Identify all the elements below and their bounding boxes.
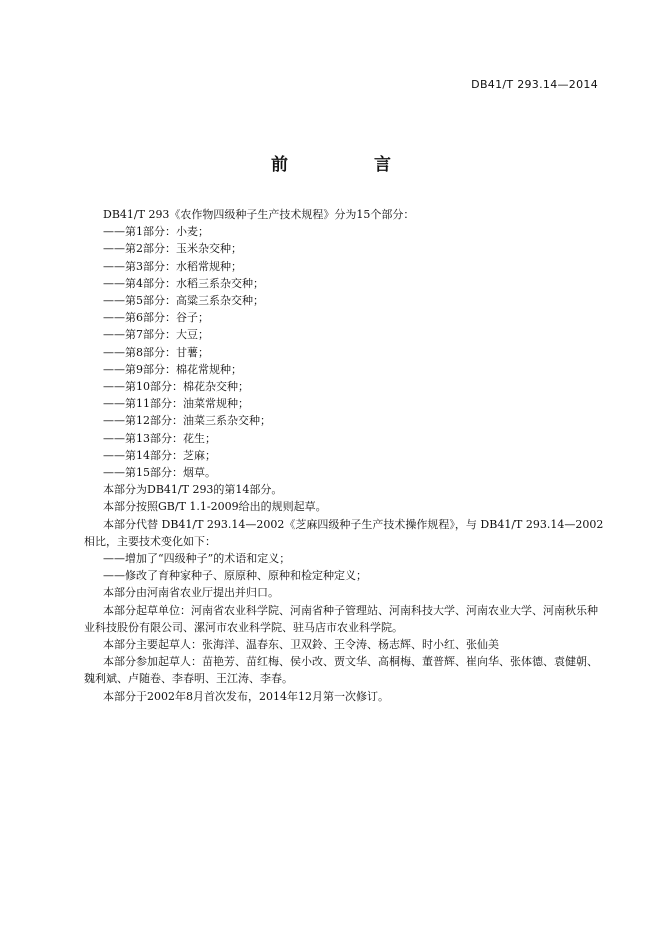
proposer-statement: 本部分由河南省农业厅提出并归口。 bbox=[103, 586, 279, 600]
part-item: ——第5部分：高粱三系杂交种； bbox=[103, 294, 264, 308]
part-item: ——第6部分：谷子； bbox=[103, 311, 209, 325]
part-item: ——第13部分：花生； bbox=[103, 431, 216, 445]
part-item: ——第7部分：大豆； bbox=[103, 328, 209, 342]
replacement-statement: 本部分代替 DB41/T 293.14—2002《芝麻四级种子生产技术操作规程》，与 DB41/T 293.14—2002相比，主要技术变化如下： bbox=[84, 517, 604, 548]
page-title: 前 言 bbox=[271, 155, 431, 175]
drafting-units: 本部分起草单位：河南省农业科学院、河南省种子管理站、河南科技大学、河南农业大学、河南秋乐种业科技股份有限公司、漯河市农业科学院、驻马店市农业科学院。 bbox=[84, 603, 598, 634]
part-item: ——第1部分：小麦； bbox=[103, 225, 209, 239]
part-item: ——第14部分：芝麻； bbox=[103, 448, 216, 462]
part-statement: 本部分为DB41/T 293的第14部分。 bbox=[103, 483, 283, 497]
part-item: ——第15部分：烟草。 bbox=[103, 466, 216, 480]
intro-paragraph: DB41/T 293《农作物四级种子生产技术规程》分为15个部分： bbox=[103, 208, 415, 221]
participating-drafters: 本部分参加起草人：苗艳芳、苗红梅、侯小改、贾文华、高桐梅、董普辉、崔向华、张体德、袁健朝、魏利斌、卢随卷、李春明、王江涛、李春。 bbox=[84, 655, 598, 686]
part-item: ——第3部分：水稻常规种； bbox=[103, 259, 242, 273]
main-drafters: 本部分主要起草人：张海洋、温春东、卫双鈴、王令涛、杨志辉、时小红、张仙美 bbox=[103, 638, 499, 652]
part-item: ——第2部分：玉米杂交种； bbox=[103, 242, 242, 256]
part-item: ——第11部分：油菜常规种； bbox=[103, 397, 249, 411]
drafting-rules-statement: 本部分按照GB/T 1.1-2009给出的规则起草。 bbox=[103, 500, 327, 514]
change-item: ——修改了育种家种子、原原种、原种和检定种定义； bbox=[103, 569, 367, 583]
release-history: 本部分于2002年8月首次发布，2014年12月第一次修订。 bbox=[103, 689, 389, 703]
part-item: ——第4部分：水稻三系杂交种； bbox=[103, 276, 264, 290]
part-item: ——第12部分：油菜三系杂交种； bbox=[103, 414, 271, 428]
part-item: ——第10部分：棉花杂交种； bbox=[103, 380, 249, 394]
change-item: ——增加了“四级种子”的术语和定义； bbox=[103, 552, 291, 566]
foreword-body bbox=[84, 206, 604, 705]
part-item: ——第9部分：棉花常规种； bbox=[103, 362, 242, 376]
document-code: DB41/T 293.14—2014 bbox=[471, 78, 598, 91]
part-item: ——第8部分：甘薯； bbox=[103, 345, 209, 359]
